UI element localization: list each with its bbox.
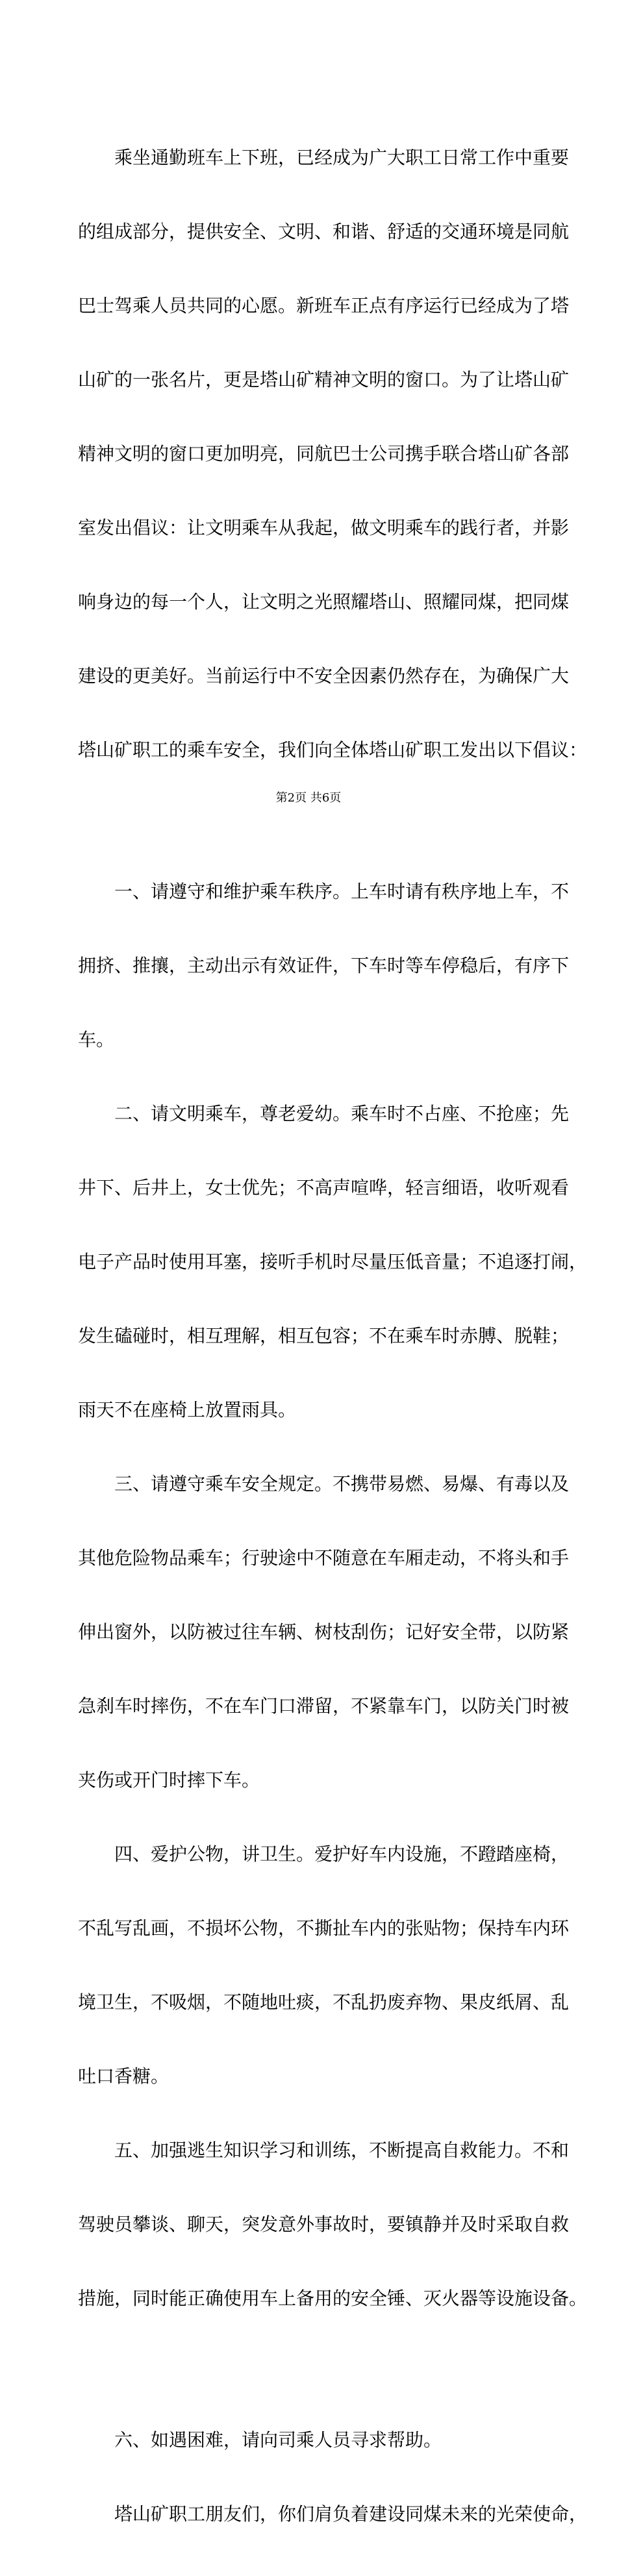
- text-line: 六、如遇困难，请向司乘人员寻求帮助。: [78, 2429, 442, 2451]
- text-line: 措施，同时能正确使用车上备用的安全锤、灭火器等设施设备。: [78, 2288, 588, 2309]
- text-line: 发生磕碰时，相互理解，相互包容；不在乘车时赤膊、脱鞋；: [78, 1325, 570, 1346]
- text-line: 其他危险物品乘车；行驶途中不随意在车厢走动，不将头和手: [78, 1547, 570, 1569]
- text-line: 精神文明的窗口更加明亮，同航巴士公司携手联合塔山矿各部: [78, 443, 570, 464]
- closing-paragraphs: [78, 2379, 588, 2576]
- text-line: 电子产品时使用耳塞，接听手机时尽量压低音量；不追逐打闹，: [78, 1251, 588, 1272]
- text-line: 四、爱护公物，讲卫生。爱护好车内设施，不蹬踏座椅，: [78, 1843, 570, 1865]
- text-line: 车。: [78, 1029, 115, 1050]
- text-line: 响身边的每一个人，让文明之光照耀塔山、照耀同煤，把同煤: [78, 591, 570, 612]
- text-line: 山矿的一张名片，更是塔山矿精神文明的窗口。为了让塔山矿: [78, 369, 570, 390]
- text-line: 井下、后井上，女士优先；不高声喧哗，轻言细语，收听观看: [78, 1177, 570, 1198]
- intro-paragraph: [78, 96, 588, 812]
- text-line: 境卫生，不吸烟，不随地吐痰，不乱扔废弃物、果皮纸屑、乱: [78, 1991, 570, 2013]
- text-line: 夹伤或开门时摔下车。: [78, 1769, 260, 1791]
- document-body: [78, 96, 588, 2576]
- text-line: 塔山矿职工朋友们，你们肩负着建设同煤未来的光荣使命，: [78, 2503, 588, 2525]
- page-number-footer: 第2页 共6页: [275, 791, 342, 805]
- text-line: 拥挤、推攘，主动出示有效证件，下车时等车停稳后，有序下: [78, 955, 570, 976]
- text-line: 雨天不在座椅上放置雨具。: [78, 1399, 297, 1421]
- text-line: 建设的更美好。当前运行中不安全因素仍然存在，为确保广大: [78, 665, 570, 687]
- text-line: 塔山矿职工的乘车安全，我们向全体塔山矿职工发出以下倡议：: [78, 739, 588, 761]
- text-line: 室发出倡议：让文明乘车从我起，做文明乘车的践行者，并影: [78, 517, 570, 538]
- text-line: 驾驶员攀谈、聊天，突发意外事故时，要镇静并及时采取自救: [78, 2214, 570, 2235]
- proposal-items: [78, 830, 588, 2360]
- paragraph-gap: [78, 2360, 539, 2379]
- text-line: 吐口香糖。: [78, 2065, 170, 2087]
- text-line: 乘坐通勤班车上下班，已经成为广大职工日常工作中重要: [78, 147, 570, 168]
- text-line: 伸出窗外，以防被过往车辆、树枝刮伤；记好安全带，以防紧: [78, 1621, 570, 1643]
- text-line: 五、加强逃生知识学习和训练，不断提高自救能力。不和: [78, 2140, 570, 2161]
- text-line: 巴士驾乘人员共同的心愿。新班车正点有序运行已经成为了塔: [78, 295, 570, 316]
- text-line: 三、请遵守乘车安全规定。不携带易燃、易爆、有毒以及: [78, 1473, 570, 1495]
- text-line: 一、请遵守和维护乘车秩序。上车时请有秩序地上车，不: [78, 881, 570, 902]
- text-line: 二、请文明乘车，尊老爱幼。乘车时不占座、不抢座；先: [78, 1103, 570, 1124]
- text-line: 的组成部分，提供安全、文明、和谐、舒适的交通环境是同航: [78, 221, 570, 242]
- text-line: 急刹车时摔伤，不在车门口滞留，不紧靠车门，以防关门时被: [78, 1695, 570, 1717]
- text-line: 不乱写乱画，不损坏公物，不撕扯车内的张贴物；保持车内环: [78, 1917, 570, 1939]
- paragraph-gap: [78, 812, 539, 830]
